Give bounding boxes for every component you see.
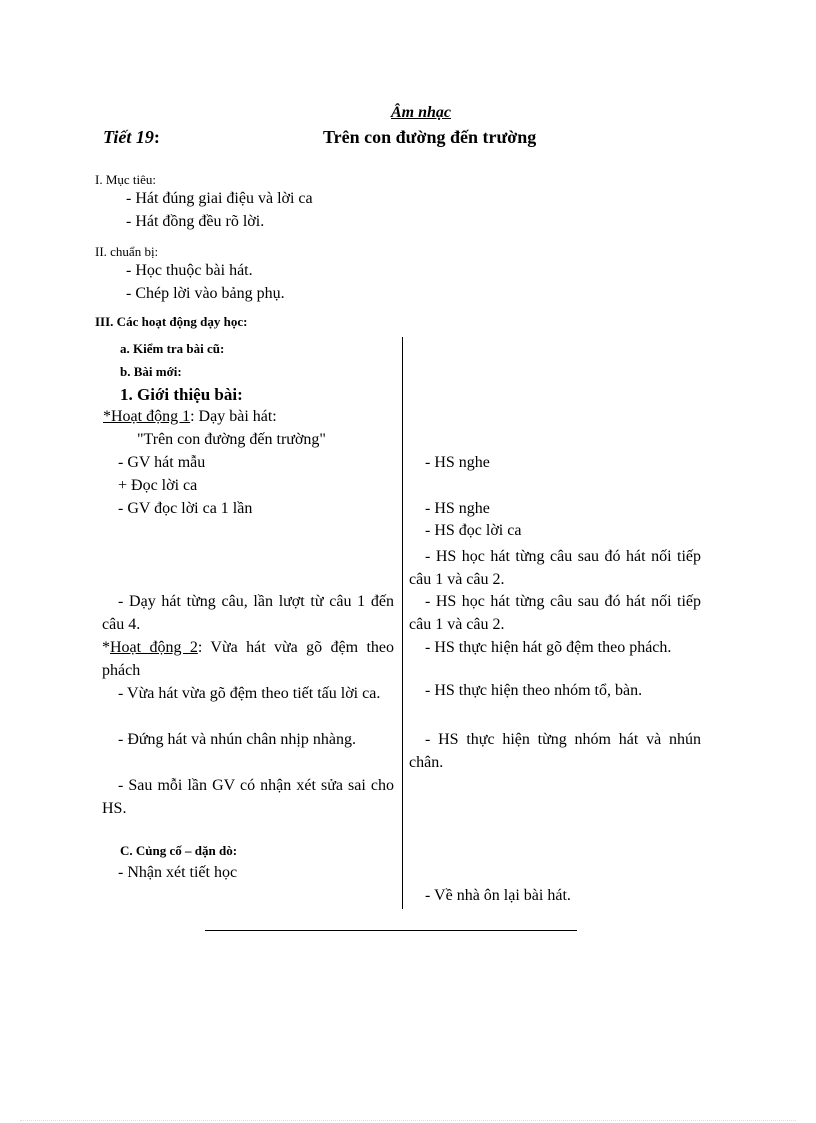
teacher-step-3: - GV đọc lời ca 1 lần [118,500,253,517]
activity-2-label: Hoạt động 2 [110,639,198,656]
page-bottom-border [20,1120,796,1121]
objective-item-1: - Hát đúng giai điệu và lời ca [126,190,313,207]
preparation-item-1: - Học thuộc bài hát. [126,262,253,279]
student-step-9: - Về nhà ôn lại bài hát. [425,887,571,904]
student-step-1: - HS nghe [425,454,490,471]
subject-heading: Âm nhạc [391,104,452,121]
student-step-2: - HS nghe [425,500,490,517]
activity-2-line [102,636,394,682]
teacher-step-5: - Vừa hát vừa gõ đệm theo tiết tấu lời ca. [118,685,381,702]
student-step-7: - HS thực hiện theo nhóm tổ, bàn. [425,682,643,699]
lesson-title: Trên con đường đến trường [323,127,537,147]
student-step-6: - HS thực hiện hát gõ đệm theo phách. [425,639,672,656]
teacher-step-7: - Sau mỗi lần GV có nhận xét sửa sai cho HS. [102,777,394,817]
new-lesson: b. Bài mới: [120,364,182,379]
lesson-colon: : [153,127,160,147]
song-name: "Trên con đường đến trường" [137,431,326,448]
student-step-5: - HS học hát từng câu sau đó hát nối tiếp câu 1 và câu 2. [409,593,701,633]
student-step-3: - HS đọc lời ca [425,522,522,539]
teacher-step-4: - Dạy hát từng câu, lần lượt từ câu 1 đến câu 4. [102,593,394,633]
closing-rule [205,930,577,931]
objective-item-2: - Hát đồng đều rõ lời. [126,213,265,230]
consolidation-heading: C. Củng cố – dặn dò: [120,843,238,858]
preparation-item-2: - Chép lời vào bảng phụ. [126,285,285,302]
teacher-step-6: - Đứng hát và nhún chân nhịp nhàng. [118,731,356,748]
old-lesson-check: a. Kiểm tra bài cũ: [120,341,225,356]
activity-1-label: *Hoạt động 1 [103,408,191,425]
activity-1-text: : Dạy bài hát: [190,408,277,425]
teacher-step-2: + Đọc lời ca [118,477,198,494]
preparation-heading: II. chuẩn bị: [95,244,159,259]
student-step-8: - HS thực hiện từng nhóm hát và nhún chân. [409,731,701,771]
teacher-step-8: - Nhận xét tiết học [118,864,238,881]
activity-1-line [103,408,277,426]
lesson-number-text: Tiết 19 [103,127,154,147]
activity-2-star: * [102,639,110,656]
intro-heading: 1. Giới thiệu bài: [120,385,243,404]
activity-2-text: : Vừa hát vừa gõ đệm theo phách [102,639,394,679]
teacher-step-1: - GV hát mẫu [118,454,206,471]
objectives-heading: I. Mục tiêu: [95,172,157,187]
student-step-4: - HS học hát từng câu sau đó hát nối tiếp câu 1 và câu 2. [409,548,701,588]
activities-heading: III. Các hoạt động dạy học: [95,314,248,329]
lesson-number [103,127,160,148]
column-divider [402,337,403,909]
